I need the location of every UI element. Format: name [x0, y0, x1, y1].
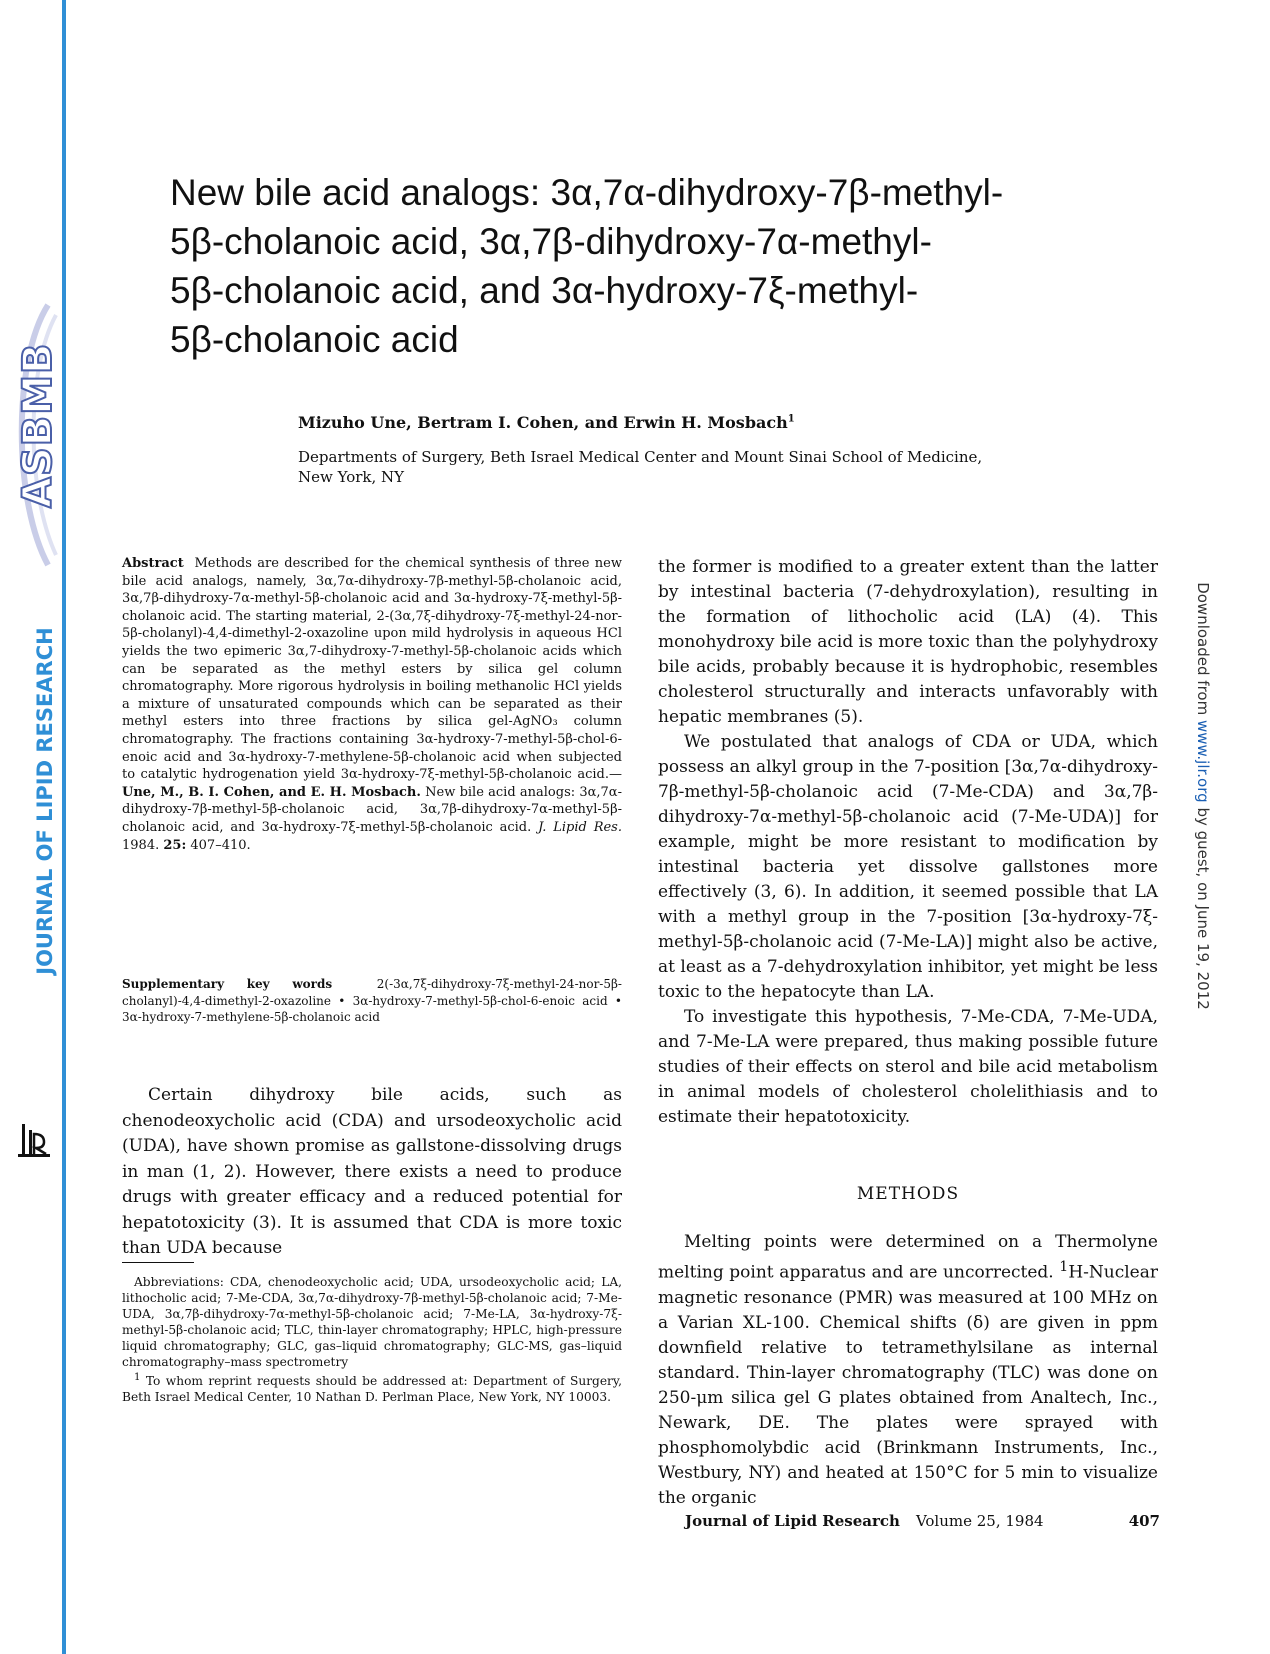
affiliation-line: Departments of Surgery, Beth Israel Medical Center and Mount Sinai School of Medicine, [298, 448, 983, 466]
footnote-divider [122, 1262, 194, 1263]
keywords [122, 976, 622, 1026]
right-column-top [658, 555, 1158, 1130]
footnote-reprint-text: To whom reprint requests should be addressed at: Department of Surgery, Beth Israel Medical Center, 10 Nathan D. Perlman Place, New York, NY 10003. [122, 1374, 622, 1405]
title-line: 5β-cholanoic acid, and 3α-hydroxy-7ξ-methyl- [170, 270, 919, 311]
citation-pages: 407–410. [186, 837, 251, 853]
methods-section [658, 1230, 1158, 1511]
sidebar [0, 0, 64, 1654]
jlr-logo-icon [14, 1120, 54, 1160]
author-footnote-mark[interactable]: 1 [787, 413, 795, 425]
methods-paragraph [658, 1230, 1158, 1511]
methods-heading: METHODS [856, 1184, 960, 1204]
download-notice [1188, 561, 1212, 1031]
citation-journal: J. Lipid Res. [538, 819, 622, 835]
affiliation [298, 447, 1058, 487]
author-names: Mizuho Une, Bertram I. Cohen, and Erwin H. Mosbach [298, 413, 788, 432]
title-line: 5β-cholanoic acid [170, 319, 459, 360]
abstract [122, 555, 622, 854]
footer-volume: Volume 25, 1984 [915, 1512, 1044, 1530]
jlr-link[interactable]: www.jlr.org [1194, 719, 1212, 803]
keywords-label: Supplementary key words [122, 977, 333, 991]
download-notice-suffix: by guest, on June 19, 2012 [1194, 802, 1212, 1010]
footnote-mark: 1 [134, 1372, 141, 1383]
methods-superscript: 1 [1059, 1259, 1069, 1275]
intro-paragraph: Certain dihydroxy bile acids, such as chenodeoxycholic acid (CDA) and ursodeoxycholic acid (UDA), have shown promise as gallstone-dissolving drugs in man (1, 2). However, there exists a need to produce drugs with greater efficacy and a reduced potential for hepatotoxicity (3). It is assumed that CDA is more toxic than UDA because [122, 1085, 622, 1258]
download-notice-prefix: Downloaded from [1194, 582, 1212, 720]
page-number: 407 [1128, 1512, 1160, 1530]
paragraph: We postulated that analogs of CDA or UDA, which possess an alkyl group in the 7-position [3α,7α-dihydroxy-7β-methyl-5β-cholanoic acid (7-Me-CDA) and 3α,7β-dihydroxy-7α-methyl-5β-cholanoic acid (7-Me-UDA)] for example, might be more resistant to modification by intestinal bacteria yet dissolve gallstones more effectively (3, 6). In addition, it seemed possible that LA with a methyl group in the 7-position [3α-hydroxy-7ξ-methyl-5β-cholanoic acid (7-Me-LA)] might also be active, at least as a 7-dehydroxylation inhibitor, yet might be less toxic to the hepatocyte than LA. [658, 732, 1158, 1002]
authors [298, 413, 795, 432]
title-line: New bile acid analogs: 3α,7α-dihydroxy-7β-methyl- [170, 172, 1004, 213]
footnote-reprint [122, 1370, 622, 1405]
asbmb-logo: ASBMB [15, 342, 61, 508]
paragraph: To investigate this hypothesis, 7-Me-CDA, 7-Me-UDA, and 7-Me-LA were prepared, thus making possible future studies of their effects on sterol and bile acid metabolism in animal models of cholesterol cholelithiasis and to estimate their hepatotoxicity. [658, 1007, 1158, 1127]
citation-volume: 25: [163, 837, 187, 853]
citation-text: New bile acid analogs: 3α,7α-dihydroxy-7β-methyl-5β-cholanoic acid, 3α,7β-dihydroxy-7α-methyl-5β-cholanoic acid, and 3α-hydroxy-7ξ-methyl-5β-cholanoic acid. [122, 784, 622, 835]
citation-year: 1984. [122, 837, 164, 853]
article-title [170, 168, 1130, 364]
methods-text-b: H-Nuclear magnetic resonance (PMR) was measured at 100 MHz on a Varian XL-100. Chemical shifts (δ) are given in ppm downfield relative to tetramethylsilane as internal standard. Thin-layer chromatography (TLC) was done on 250-μm silica gel G plates obtained from Analtech, Inc., Newark, DE. The plates were sprayed with phosphomolybdic acid (Brinkmann Instruments, Inc., Westbury, NY) and heated at 150°C for 5 min to visualize the organic [658, 1262, 1158, 1508]
methods-text-a: Melting points were determined on a Thermolyne melting point apparatus and are uncorrected. [658, 1232, 1158, 1283]
paragraph: the former is modified to a greater extent than the latter by intestinal bacteria (7-dehydroxylation), resulting in the formation of lithocholic acid (LA) (4). This monohydroxy bile acid is more toxic than the polyhydroxy bile acids, probably because it is hydrophobic, resembles cholesterol structurally and interacts unfavorably with hepatic membranes (5). [658, 557, 1158, 727]
footnotes [122, 1274, 622, 1405]
journal-name-vertical: JOURNAL OF LIPID RESEARCH [33, 627, 57, 975]
footnote-abbreviations: Abbreviations: CDA, chenodeoxycholic acid; UDA, ursodeoxycholic acid; LA, lithocholic acid; 7-Me-CDA, 3α,7α-dihydroxy-7β-methyl-5β-cholanoic acid; 7-Me-UDA, 3α,7β-dihydroxy-7α-methyl-5β-cholanoic acid; 7-Me-LA, 3α-hydroxy-7ξ-methyl-5β-cholanoic acid; TLC, thin-layer chromatography; HPLC, high-pressure liquid chromatography; GLC, gas–liquid chromatography; GLC-MS, gas–liquid chromatography–mass spectrometry [122, 1275, 622, 1369]
citation-authors: Une, M., B. I. Cohen, and E. H. Mosbach. [122, 784, 421, 800]
abstract-text: Methods are described for the chemical synthesis of three new bile acid analogs, namely, 3α,7α-dihydroxy-7β-methyl-5β-cholanoic acid, 3α,7β-dihydroxy-7α-methyl-5β-cholanoic acid and 3α-hydroxy-7ξ-methyl-5β-cholanoic acid. The starting material, 2-(3α,7ξ-dihydroxy-7ξ-methyl-24-nor-5β-cholanyl)-4,4-dimethyl-2-oxazoline upon mild hydrolysis in aqueous HCl yields the two epimeric 3α,7-dihydroxy-7-methyl-5β-cholanoic acids which can be separated as the methyl esters by silica gel column chromatography. More rigorous hydrolysis in boiling methanolic HCl yields a mixture of unsaturated compounds which can be separated as their methyl esters into three fractions by silica gel-AgNO₃ column chromatography. The fractions containing 3α-hydroxy-7-methyl-5β-chol-6-enoic acid and 3α-hydroxy-7-methylene-5β-cholanoic acid when subjected to catalytic hydrogenation yield 3α-hydroxy-7ξ-methyl-5β-cholanoic acid.— [122, 556, 622, 783]
page-footer [685, 1512, 1160, 1530]
affiliation-line: New York, NY [298, 468, 405, 486]
keywords-text: 2(-3α,7ξ-dihydroxy-7ξ-methyl-24-nor-5β-cholanyl)-4,4-dimethyl-2-oxazoline • 3α-hydroxy-7-methyl-5β-chol-6-enoic acid • 3α-hydroxy-7-methylene-5β-cholanoic acid [122, 977, 622, 1024]
title-line: 5β-cholanoic acid, 3α,7β-dihydroxy-7α-methyl- [170, 221, 932, 262]
abstract-label: Abstract [122, 556, 184, 571]
footer-journal: Journal of Lipid Research [685, 1512, 900, 1530]
